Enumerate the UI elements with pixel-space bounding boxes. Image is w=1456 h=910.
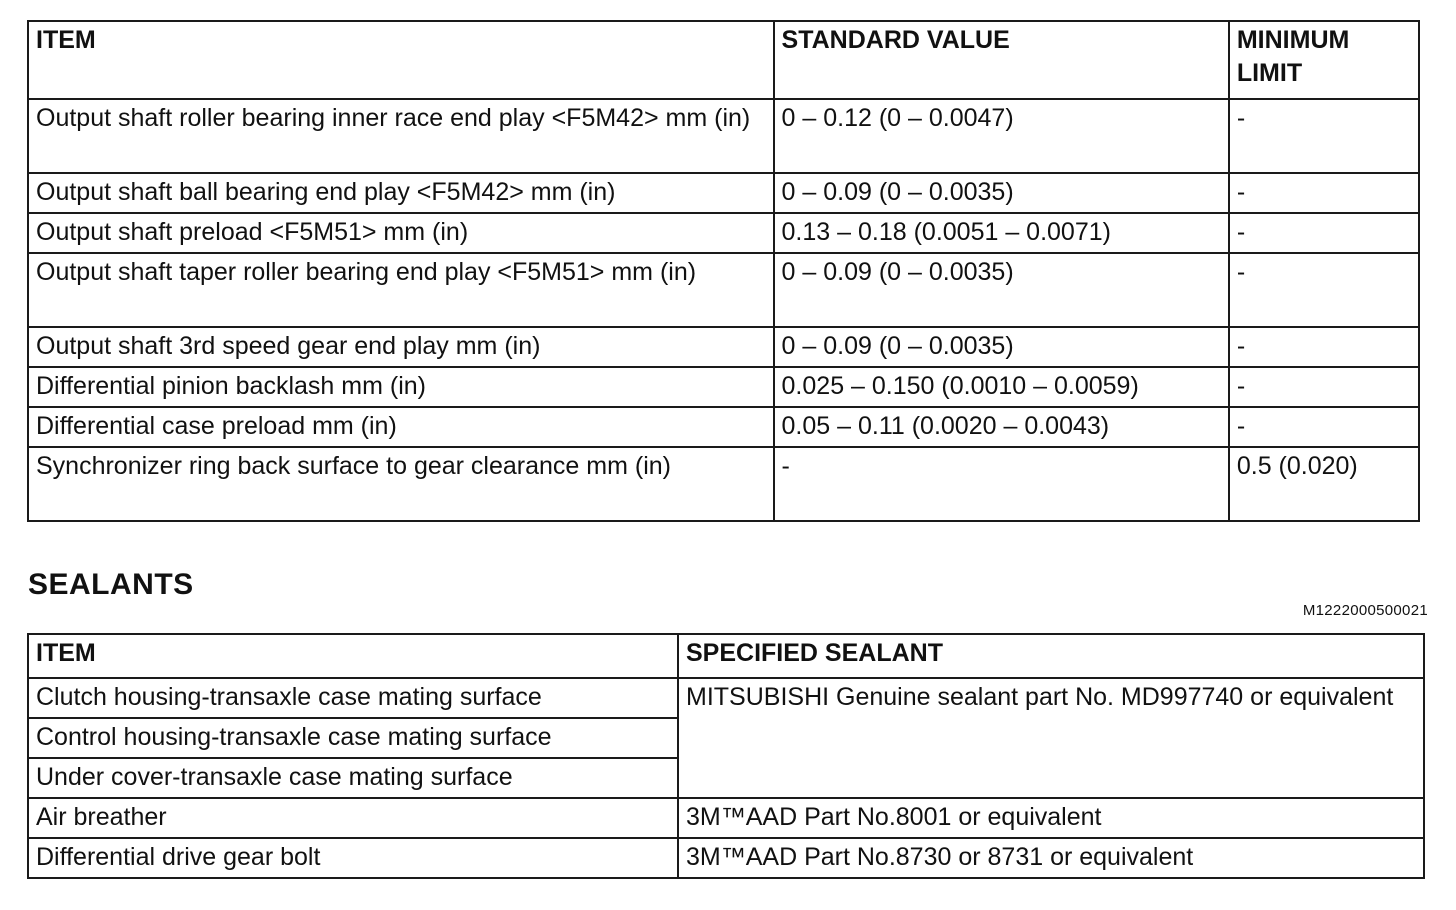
table-row [28,407,1419,447]
standard-value-cell: 0 – 0.12 (0 – 0.0047) [774,99,1229,173]
column-header-standard-value: STANDARD VALUE [774,21,1229,99]
table-row [28,99,1419,173]
column-header-item: ITEM [28,634,678,678]
item-cell: Differential drive gear bolt [28,838,678,878]
item-cell: Output shaft 3rd speed gear end play mm (in) [28,327,774,367]
item-cell: Output shaft roller bearing inner race end play <F5M42> mm (in) [28,99,774,173]
sealants-table [27,633,1425,879]
column-header-specified-sealant: SPECIFIED SEALANT [678,634,1424,678]
table-row [28,798,1424,838]
table-header-row [28,21,1419,99]
table-row [28,367,1419,407]
item-cell: Output shaft taper roller bearing end play <F5M51> mm (in) [28,253,774,327]
standard-value-cell: 0.13 – 0.18 (0.0051 – 0.0071) [774,213,1229,253]
specifications-table [27,20,1420,522]
item-cell: Output shaft ball bearing end play <F5M42> mm (in) [28,173,774,213]
minimum-limit-cell: - [1229,173,1419,213]
minimum-limit-cell: - [1229,99,1419,173]
standard-value-cell: 0.025 – 0.150 (0.0010 – 0.0059) [774,367,1229,407]
item-cell: Control housing-transaxle case mating surface [28,718,678,758]
sealant-cell: 3M™AAD Part No.8730 or 8731 or equivalent [678,838,1424,878]
item-cell: Synchronizer ring back surface to gear clearance mm (in) [28,447,774,521]
table-row [28,253,1419,327]
item-cell: Differential case preload mm (in) [28,407,774,447]
minimum-limit-cell: - [1229,327,1419,367]
minimum-limit-cell: - [1229,407,1419,447]
minimum-limit-cell: - [1229,367,1419,407]
item-cell: Differential pinion backlash mm (in) [28,367,774,407]
standard-value-cell: 0 – 0.09 (0 – 0.0035) [774,253,1229,327]
minimum-limit-cell: - [1229,213,1419,253]
standard-value-cell: - [774,447,1229,521]
table-row [28,678,1424,718]
item-cell: Clutch housing-transaxle case mating surface [28,678,678,718]
sealant-cell: 3M™AAD Part No.8001 or equivalent [678,798,1424,838]
minimum-limit-cell: 0.5 (0.020) [1229,447,1419,521]
table-row [28,838,1424,878]
standard-value-cell: 0 – 0.09 (0 – 0.0035) [774,173,1229,213]
minimum-limit-cell: - [1229,253,1419,327]
standard-value-cell: 0 – 0.09 (0 – 0.0035) [774,327,1229,367]
item-cell: Output shaft preload <F5M51> mm (in) [28,213,774,253]
shared-sealant-cell: MITSUBISHI Genuine sealant part No. MD997740 or equivalent [678,678,1424,798]
section-title-sealants: SEALANTS [28,568,194,601]
column-header-minimum-limit: MINIMUM LIMIT [1229,21,1419,99]
item-cell: Under cover-transaxle case mating surface [28,758,678,798]
table-header-row [28,634,1424,678]
table-row [28,447,1419,521]
column-header-item: ITEM [28,21,774,99]
table-row [28,173,1419,213]
item-cell: Air breather [28,798,678,838]
table-row [28,327,1419,367]
document-code: M1222000500021 [1302,602,1428,619]
table-row [28,213,1419,253]
standard-value-cell: 0.05 – 0.11 (0.0020 – 0.0043) [774,407,1229,447]
